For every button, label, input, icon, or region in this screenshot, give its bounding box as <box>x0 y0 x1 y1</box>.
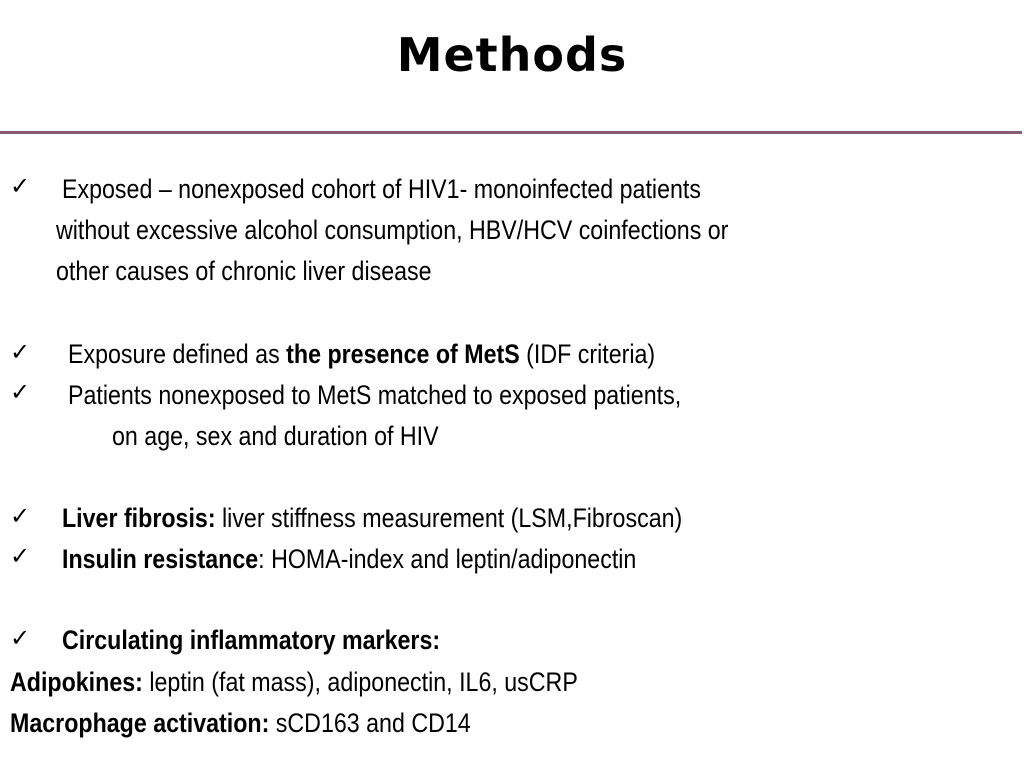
item5-post: : HOMA-index and leptin/adiponectin <box>258 544 637 574</box>
item3-line1: Patients nonexposed to MetS matched to exposed patients, <box>68 380 682 410</box>
checkmark-icon: ✓ <box>10 502 31 530</box>
adipokines-text: leptin (fat mass), adiponectin, IL6, usCRP <box>142 667 578 697</box>
item6-heading: Circulating inflammatory markers: <box>62 625 441 655</box>
checkmark-icon: ✓ <box>10 338 31 366</box>
adipokines-line <box>10 666 578 698</box>
item1-line3: other causes of chronic liver disease <box>56 256 432 286</box>
item2-post: (IDF criteria) <box>519 339 656 369</box>
title-divider <box>0 131 1022 134</box>
item4-post: liver stiffness measurement (LSM,Fibroscan) <box>215 503 683 533</box>
macrophage-line <box>10 707 471 739</box>
item2-pre: Exposure defined as <box>68 339 287 369</box>
macrophage-text: sCD163 and CD14 <box>269 708 471 738</box>
slide-title: Methods <box>396 28 628 82</box>
macrophage-label: Macrophage activation: <box>10 708 270 738</box>
item1-line2: without excessive alcohol consumption, HBV/HCV coinfections or <box>56 215 729 245</box>
item1-line1: Exposed – nonexposed cohort of HIV1- monoinfected patients <box>62 174 701 204</box>
item4-bold: Liver fibrosis: <box>62 503 216 533</box>
item4-text <box>62 502 682 534</box>
item2-bold: the presence of MetS <box>286 339 520 369</box>
item2-text <box>68 338 655 370</box>
checkmark-icon: ✓ <box>10 378 31 406</box>
checkmark-icon: ✓ <box>10 624 31 652</box>
item5-text <box>62 543 636 575</box>
checkmark-icon: ✓ <box>10 542 31 570</box>
item3-line2: on age, sex and duration of HIV <box>112 421 439 451</box>
item5-bold: Insulin resistance <box>62 544 259 574</box>
adipokines-label: Adipokines: <box>10 667 143 697</box>
checkmark-icon: ✓ <box>10 172 31 200</box>
